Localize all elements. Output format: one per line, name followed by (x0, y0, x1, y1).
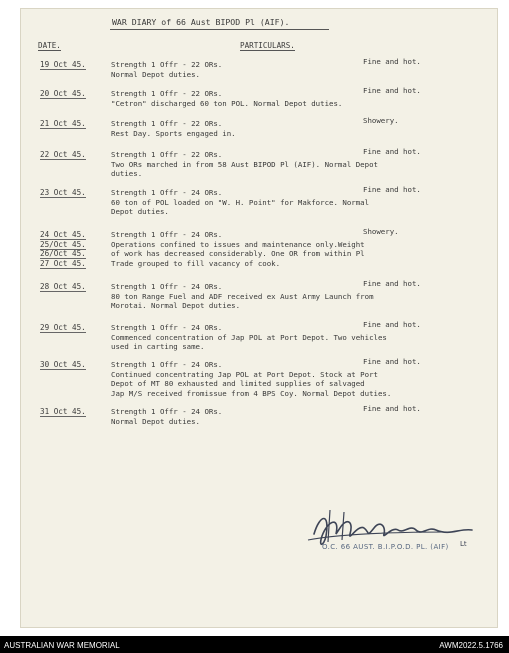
entry-weather: Showery. (363, 227, 399, 236)
entry-date: 25/Oct 45. (40, 239, 86, 249)
entry-weather: Fine and hot. (363, 57, 421, 66)
date-column-header: DATE. (38, 41, 61, 50)
entry-text: Strength 1 Offr - 22 ORs. Rest Day. Sports engaged in. (111, 119, 236, 138)
entry-weather: Fine and hot. (363, 185, 421, 194)
entry-date: 19 Oct 45. (40, 60, 86, 69)
officer-stamp: O.C. 66 AUST. B.I.P.O.D. PL. (AIF) (322, 543, 449, 551)
footer-bar (0, 636, 509, 653)
entry-weather: Fine and hot. (363, 320, 421, 329)
entry-text: Strength 1 Offr - 24 ORs. Operations confined to issues and maintenance only.Weight of work has decreased considerably. One OR from within Pl Trade grouped to fill vacancy of cook. (111, 230, 365, 268)
entry-weather: Fine and hot. (363, 404, 421, 413)
entry-date: 29 Oct 45. (40, 323, 86, 332)
entry-weather: Fine and hot. (363, 147, 421, 156)
entry-date: 23 Oct 45. (40, 188, 86, 197)
entry-text: Strength 1 Offr - 22 ORs. "Cetron" discharged 60 ton POL. Normal Depot duties. (111, 89, 343, 108)
entry-text: Strength 1 Offr - 24 ORs. 60 ton of POL loaded on "W. H. Point" for Makforce. Normal Depot duties. (111, 188, 370, 217)
signature-rank: Lt (460, 540, 467, 548)
handwritten-signature (300, 506, 490, 576)
entry-date: 31 Oct 45. (40, 407, 86, 416)
entry-text: Strength 1 Offr - 24 ORs. Continued concentrating Jap POL at Port Depot. Stock at Port Depot of MT 80 exhausted and limited supplies of salvaged Jap M/S received fromissue from 4 BPS Coy. Normal Depot duties. (111, 360, 392, 398)
footer-accession-number: AWM2022.5.1766 (439, 641, 503, 650)
entry-date: 26/Oct 45. (40, 249, 86, 259)
entry-weather: Showery. (363, 116, 399, 125)
entry-text: Strength 1 Offr - 22 ORs. Normal Depot duties. (111, 60, 223, 79)
entry-weather: Fine and hot. (363, 357, 421, 366)
entry-date: 28 Oct 45. (40, 282, 86, 291)
entry-weather: Fine and hot. (363, 279, 421, 288)
entry-date: 21 Oct 45. (40, 119, 86, 128)
footer-institution: AUSTRALIAN WAR MEMORIAL (4, 641, 120, 650)
entry-text: Strength 1 Offr - 22 ORs. Two ORs marched in from 58 Aust BIPOD Pl (AIF). Normal Depot duties. (111, 150, 378, 179)
page-title: WAR DIARY of 66 Aust BIPOD Pl (AIF). (112, 17, 290, 27)
entry-text: Strength 1 Offr - 24 ORs. Commenced concentration of Jap POL at Port Depot. Two vehicles used in carting same. (111, 323, 387, 352)
entry-date: 27 Oct 45. (40, 258, 86, 268)
title-underline (110, 29, 329, 30)
entry-date: 30 Oct 45. (40, 360, 86, 369)
entry-weather: Fine and hot. (363, 86, 421, 95)
entry-date: 24 Oct 45. (40, 230, 86, 239)
entry-text: Strength 1 Offr - 24 ORs. 80 ton Range Fuel and ADF received ex Aust Army Launch from Morotai. Normal Depot duties. (111, 282, 374, 311)
particulars-column-header: PARTICULARS. (240, 41, 295, 50)
entry-date: 20 Oct 45. (40, 89, 86, 98)
entry-text: Strength 1 Offr - 24 ORs. Normal Depot duties. (111, 407, 223, 426)
entry-date: 22 Oct 45. (40, 150, 86, 159)
